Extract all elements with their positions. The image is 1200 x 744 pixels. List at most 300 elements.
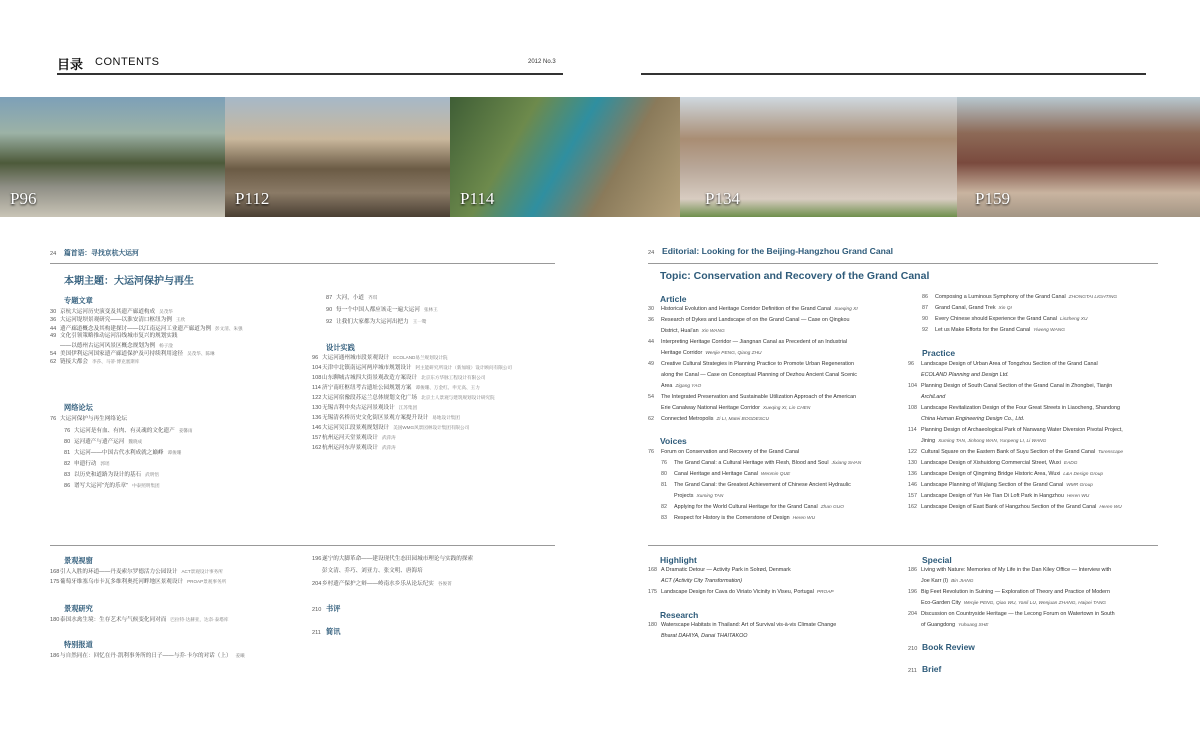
entry-title: Planning Design of Archaeological Park of Nanwang Water Diversion Pivotal Project,	[921, 427, 1123, 433]
entry-title: 杭州运河东岸景观设计	[322, 445, 378, 451]
toc-entry[interactable]	[908, 360, 1098, 369]
entry-author: Yuhuang SHE	[958, 623, 989, 628]
toc-entry[interactable]	[908, 492, 1089, 502]
section-heading-research-en: Research	[660, 610, 699, 620]
toc-entry[interactable]	[661, 514, 815, 524]
toc-entry[interactable]	[648, 415, 769, 425]
editorial-cn-text: 篇首语：寻找京杭大运河	[64, 250, 139, 257]
section-heading-practice-en: Practice	[922, 348, 956, 358]
editorial-en[interactable]	[648, 248, 893, 257]
section-heading-voices-en: Voices	[660, 436, 687, 446]
toc-entry[interactable]	[648, 566, 791, 575]
brief-cn-title: 简讯	[326, 627, 341, 636]
toc-entry[interactable]	[908, 610, 1115, 619]
toc-entry[interactable]	[312, 424, 469, 432]
entry-author: 谷俊菁	[437, 581, 452, 586]
entry-author: Jixiang SHAN	[831, 461, 862, 466]
toc-entry[interactable]	[312, 444, 396, 452]
entry-title: 大运河吴江段景观规划设计	[322, 425, 390, 431]
entry-author: 谭俊珊、万金红、申无高、王力	[415, 385, 480, 390]
entry-title: Grand Canal, Grand Trek	[935, 305, 996, 311]
page-number: 211	[908, 668, 917, 674]
entry-author: 王欣	[175, 317, 186, 323]
entry-author: L&A Design Group	[1063, 472, 1104, 477]
entry-author: 吴茂华、陈琳	[187, 351, 215, 356]
toc-entry[interactable]	[312, 580, 452, 588]
entry-title: Respect for History is the Cornerstone of Design	[674, 515, 790, 521]
page-number: 76	[648, 449, 654, 455]
toc-entry[interactable]	[64, 471, 159, 479]
photo-4[interactable]	[680, 97, 957, 217]
toc-entry[interactable]	[50, 333, 177, 340]
issue-number: 2012 No.3	[528, 59, 556, 65]
page-number: 210	[908, 646, 918, 652]
toc-entry[interactable]	[50, 308, 173, 316]
page-number: 196	[908, 589, 917, 595]
entry-author: 阿主能研究所设计（新加坡）设计顾问有限公司	[415, 365, 512, 370]
brief-en-title: Brief	[922, 664, 942, 674]
section-heading-voices-cn: 网络论坛	[64, 403, 93, 412]
page-number: 157	[908, 493, 917, 499]
toc-entry[interactable]	[922, 326, 1065, 336]
toc-entry[interactable]	[922, 293, 1117, 303]
toc-entry[interactable]	[64, 449, 181, 457]
topic-cn: 本期主题：大运河保护与再生	[64, 276, 194, 287]
entry-title: ECOLAND Planning and Design Ltd.	[921, 372, 1009, 378]
entry-title: 天津中北镇南运河两岸城市规划设计	[322, 365, 412, 371]
entry-title: 每一个中国人都应该走一遍大运河	[336, 307, 420, 313]
entry-title: 大运河堤坝景观研究——以淮安清口枢纽为例	[60, 317, 172, 324]
toc-entry[interactable]	[50, 342, 173, 350]
photo-2[interactable]	[225, 97, 450, 217]
entry-title: Cultural Square on the Eastern Bank of Suyu Section of the Grand Canal	[921, 449, 1096, 455]
entry-author: 彭文清、朱强	[215, 325, 243, 331]
entry-title: Area	[661, 383, 673, 389]
book-review-en[interactable]	[908, 644, 975, 653]
page-number: 180	[648, 622, 657, 628]
section-heading-highlight-cn: 景观视窗	[64, 556, 93, 565]
toc-entry[interactable]	[64, 460, 110, 468]
toc-entry[interactable]	[908, 621, 988, 631]
entry-title: District, Huai'an	[661, 328, 699, 334]
page-number: 87	[922, 305, 928, 311]
page-number: 80	[661, 471, 667, 477]
page-number: 54	[648, 394, 654, 400]
page-number: 136	[312, 415, 322, 421]
entry-author: Xuming TAN	[696, 494, 724, 499]
contents-title-cn: 目录	[57, 57, 84, 72]
entry-title: 京杭大运河历史演变及其遗产廊道构成	[60, 309, 156, 315]
entry-title: The Grand Canal: the Greatest Achievement of Chinese Ancient Hydraulic	[674, 482, 851, 488]
toc-entry[interactable]	[50, 652, 245, 660]
page-number: 36	[50, 317, 57, 324]
photo-label: P114	[460, 189, 495, 208]
page-number: 204	[908, 611, 917, 617]
entry-title: Let us Make Efforts for the Grand Canal	[935, 327, 1031, 333]
page-number: 76	[64, 428, 71, 434]
photo-label: P134	[705, 189, 740, 208]
entry-title: 美国伊利运河国家遗产廊道保护及可持续利用途径	[60, 351, 184, 357]
entry-author: Xueqing XI	[834, 307, 858, 312]
entry-title: 谱写大运河“光的乐章”	[74, 483, 129, 489]
toc-entry[interactable]	[648, 305, 858, 315]
entry-title: Waterscape Habitats in Thailand: Art of Survival vis-à-vis Climate Change	[661, 622, 837, 628]
toc-entry[interactable]	[50, 350, 215, 358]
page-number: 196	[312, 556, 322, 562]
entry-title: Historical Evolution and Heritage Corridor Definition of the Grand Canal	[661, 306, 832, 312]
entry-title: Creative Cultural Strategies in Planning Practice to Promote Urban Regeneration	[661, 361, 854, 367]
entry-author: Heren WU	[792, 516, 816, 521]
toc-entry[interactable]	[50, 358, 139, 366]
toc-entry[interactable]	[908, 404, 1120, 413]
toc-entry[interactable]	[648, 316, 850, 325]
page-number: 114	[908, 427, 917, 433]
toc-entry[interactable]	[661, 459, 861, 469]
toc-entry[interactable]	[50, 568, 223, 576]
entry-title: ArchiLand	[921, 394, 946, 400]
entry-author: 姜馨雨	[178, 428, 193, 433]
photo-1[interactable]	[0, 97, 225, 217]
entry-title: Every Chinese should Experience the Grand Canal	[935, 316, 1057, 322]
entry-author: Xin WANG	[701, 329, 725, 334]
book-review-cn-title: 书评	[326, 604, 341, 613]
page-number: 24	[50, 251, 57, 257]
photo-label: P96	[10, 189, 37, 208]
page-number: 114	[312, 385, 321, 391]
entry-title: Composing a Luminous Symphony of the Grand Canal	[935, 294, 1066, 300]
toc-entry[interactable]	[648, 404, 810, 414]
entry-title: Eco-Garden City	[921, 600, 961, 606]
page-number: 157	[312, 435, 322, 441]
toc-entry[interactable]	[50, 325, 243, 333]
entry-title: 大运河宿豫段苏运兰总体规划文化广场	[322, 395, 418, 401]
entry-title: Big Feet Revolution in Suining — Exploration of Theory and Practice of Modern	[921, 589, 1110, 595]
page-number: 180	[50, 617, 60, 623]
entry-title: Bharat DAHIYA, Danai THAITAKOO	[661, 633, 748, 639]
toc-entry[interactable]	[908, 503, 1122, 513]
entry-title: The Grand Canal: a Cultural Heritage with Flesh, Blood and Soul	[674, 460, 829, 466]
toc-entry[interactable]	[648, 349, 762, 359]
header-rule-left	[57, 73, 563, 75]
entry-title: China Human Engineering Design Co., Ltd.	[921, 416, 1025, 422]
brief-cn[interactable]	[312, 628, 340, 637]
book-review-en-title: Book Review	[922, 642, 975, 652]
entry-title: 无锡吉利中央古运河景观设计	[322, 405, 395, 411]
editorial-cn[interactable]	[50, 250, 139, 258]
entry-title: Forum on Conservation and Recovery of the Grand Canal	[661, 449, 800, 455]
entry-title: 济宁南旺枢纽考古遗址公园规划方案	[322, 385, 412, 391]
toc-entry[interactable]	[50, 316, 185, 324]
toc-entry[interactable]	[661, 470, 790, 480]
entry-title: Landscape Design of Urban Area of Tongzhou Section of the Grand Canal	[921, 361, 1098, 367]
toc-entry[interactable]	[908, 481, 1093, 491]
toc-entry[interactable]	[908, 371, 1009, 380]
entry-title: ACT (Activity City Transformation)	[661, 578, 743, 584]
entry-title: Canal Heritage and Heritage Canal	[674, 471, 758, 477]
page-number: 44	[648, 339, 654, 345]
entry-title: 申遗行动	[74, 461, 97, 467]
toc-entry[interactable]	[64, 427, 193, 435]
toc-entry[interactable]	[908, 382, 1112, 391]
toc-entry[interactable]	[908, 415, 1024, 424]
entry-author: 美国WMG风景园林设计集团有限公司	[393, 425, 470, 430]
section-heading-practice-cn: 设计实践	[326, 343, 355, 352]
entry-author: 易地设计集团	[432, 415, 460, 420]
toc-entry[interactable]	[648, 632, 747, 641]
entry-title: 大河，小道	[336, 295, 364, 301]
entry-title: 引人入胜的环道——丹麦索尔罗德活力公园设计	[60, 569, 178, 575]
entry-title: 遗产廊道概念及其构建探讨——以江南运河工业遗产廊道为例	[60, 325, 212, 332]
toc-entry[interactable]	[648, 448, 799, 457]
section-heading-special-cn: 特别报道	[64, 640, 93, 649]
page-number: 90	[326, 307, 333, 313]
entry-title: Interpreting Heritage Corridor — Jiangnan Canal as Precedent of an Industrial	[661, 339, 848, 345]
page-number: 49	[648, 361, 654, 367]
page-number: 86	[64, 483, 71, 489]
entry-title: ——以德州古运河风景区概念规划为例	[60, 342, 156, 349]
toc-entry[interactable]	[648, 621, 836, 630]
toc-entry[interactable]	[50, 616, 228, 624]
toc-entry[interactable]	[312, 354, 448, 362]
toc-entry[interactable]	[326, 306, 438, 314]
section-heading-special-en: Special	[922, 555, 952, 565]
toc-entry[interactable]	[908, 577, 973, 587]
toc-entry[interactable]	[908, 566, 1111, 575]
page-number: 204	[312, 581, 322, 587]
entry-author: 武萍涛	[381, 445, 396, 450]
page-number: 87	[326, 295, 333, 301]
toc-entry[interactable]	[648, 371, 857, 380]
book-review-cn[interactable]	[312, 605, 340, 614]
entry-author: EADG	[1063, 461, 1078, 466]
page-number: 136	[908, 471, 917, 477]
toc-entry[interactable]	[312, 556, 473, 563]
section-heading-article-cn: 专题文章	[64, 296, 93, 305]
toc-entry[interactable]	[908, 459, 1077, 469]
page-number: 168	[50, 569, 60, 575]
entry-title: 大运河是有血、有肉、有灵魂的文化遗产	[74, 428, 175, 434]
entry-title: 乡村遗产保护之辩——岭南水乡乐从论坛纪实	[322, 581, 434, 587]
entry-title: Landscape Design of Qingming Bridge Historic Area, Wuxi	[921, 471, 1061, 477]
divider	[50, 263, 555, 264]
toc-entry[interactable]	[312, 404, 417, 412]
entry-title: Applying for the World Cultural Heritage for the Grand Canal	[674, 504, 818, 510]
photo-5[interactable]	[957, 97, 1200, 217]
toc-entry[interactable]	[648, 393, 856, 402]
brief-en[interactable]	[908, 666, 941, 675]
toc-entry[interactable]	[64, 482, 160, 490]
entry-author: 中泰照明集团	[132, 483, 160, 488]
toc-entry[interactable]	[661, 492, 723, 502]
page-number: 90	[922, 316, 928, 322]
entry-author: Wenmin QUE	[760, 472, 791, 477]
page-number: 146	[312, 425, 322, 431]
toc-entry[interactable]	[312, 394, 495, 402]
page-number: 80	[64, 439, 71, 445]
page-number: 86	[922, 294, 928, 300]
toc-entry[interactable]	[908, 588, 1110, 597]
page-number: 122	[908, 449, 917, 455]
page-number: 36	[648, 317, 654, 323]
section-heading-research-cn: 景观研究	[64, 604, 93, 613]
entry-author: Bin JIANG	[951, 579, 974, 584]
page-number: 130	[312, 405, 322, 411]
entry-author: Xin QI	[998, 306, 1012, 311]
toc-entry[interactable]	[312, 364, 512, 372]
toc-entry[interactable]	[50, 416, 127, 423]
page-number: 92	[922, 327, 928, 333]
toc-entry[interactable]	[648, 360, 854, 369]
photo-label: P112	[235, 189, 270, 208]
toc-entry[interactable]	[648, 327, 725, 337]
entry-title: Living with Nature: Memories of My Life in the Dan Kiley Office — Interview with	[921, 567, 1112, 573]
entry-title: A Dramatic Detour — Activity Park in Solrød, Denmark	[661, 567, 791, 573]
page-number: 130	[908, 460, 917, 466]
entry-author: PROAP景观事务所	[187, 579, 227, 584]
toc-entry[interactable]	[312, 384, 480, 392]
page-number: 186	[908, 567, 917, 573]
entry-title: 文化引领策略推动运河沿线城市复兴的规划实践	[60, 333, 178, 340]
contents-title-en: CONTENTS	[95, 56, 160, 68]
entry-author: 吴茂华	[159, 309, 173, 314]
toc-entry[interactable]	[648, 588, 834, 598]
toc-entry[interactable]	[922, 304, 1012, 314]
entry-author: 张林王	[423, 307, 438, 312]
entry-title: Landscape Design of Yun He Tian Di Loft Park in Hangzhou	[921, 493, 1064, 499]
entry-title: 运河遗产与遗产运河	[74, 439, 125, 445]
entry-title: Joe Karr (Ⅰ)	[921, 578, 949, 584]
entry-title: 山东聊城古城四大街景观改造方案设计	[322, 375, 418, 381]
page-number: 162	[312, 445, 322, 451]
entry-title: 葡萄牙维塞乌市卡瓦多维利奥托河畔地区景观设计	[60, 579, 184, 585]
page-number: 62	[50, 359, 57, 366]
page-number: 24	[648, 250, 655, 256]
page-number: 96	[312, 355, 319, 361]
entry-author: Zhan GUO	[820, 505, 844, 510]
entry-author: 武萍涛	[381, 435, 396, 440]
editorial-en-text: Editorial: Looking for the Beijing-Hangzhou Grand Canal	[662, 246, 894, 256]
toc-entry[interactable]	[648, 338, 847, 347]
entry-title: 大运河保护与再生网络论坛	[60, 416, 128, 422]
entry-title: Research of Dykes and Landscape of on the Grand Canal — Case on Qingkou	[661, 317, 850, 323]
entry-title: Landscape Design for Cava do Viriato Vicinity in Viseu, Portugal	[661, 589, 814, 595]
entry-author: 王一鹭	[412, 319, 427, 324]
page-number: 44	[50, 325, 57, 332]
entry-author: Heren WU	[1099, 505, 1122, 510]
entry-title: Projects	[674, 493, 694, 499]
toc-entry[interactable]	[908, 448, 1123, 458]
toc-entry[interactable]	[326, 318, 427, 326]
divider	[50, 545, 555, 546]
page-number: 168	[648, 567, 657, 573]
entry-author: 郭瑶	[100, 461, 110, 466]
entry-title: Landscape Revitalization Design of the Four Great Streets in Liaocheng, Shandong	[921, 405, 1120, 411]
entry-author: 魏晓成	[128, 439, 143, 444]
page-number: 81	[661, 482, 667, 488]
entry-title: Planning Design of South Canal Section of the Grand Canal in Zhongbei, Tianjin	[921, 383, 1113, 389]
entry-author: Zigang YAO	[675, 384, 702, 389]
entry-author: 巴拉特·达赫亚，达奈·泰塔库	[170, 617, 229, 622]
toc-entry[interactable]	[326, 294, 377, 302]
toc-entry[interactable]	[312, 568, 423, 575]
page-number: 175	[648, 589, 657, 595]
toc-entry[interactable]	[648, 382, 701, 392]
entry-author: 北京东方华脉工程设计有限公司	[421, 375, 486, 380]
entry-title: 大运河通州城市段景观设计	[322, 355, 390, 361]
entry-author: 武明悟	[145, 472, 159, 477]
entry-author: WMR Group	[1066, 483, 1093, 488]
entry-author: 齐琪	[367, 295, 378, 300]
page-number: 96	[908, 361, 914, 367]
page-number: 104	[312, 365, 322, 371]
page-number: 76	[661, 460, 667, 466]
page-number: 62	[648, 416, 654, 422]
entry-author: Xuming TAN, Jinhong WAN, Yunpeng LI, Li WANG	[938, 439, 1047, 444]
page-number: 104	[908, 383, 917, 389]
divider	[648, 545, 1158, 546]
entry-author: ACT景观设计事务所	[181, 569, 223, 574]
page-number: 83	[64, 472, 71, 478]
entry-title: 与自然同在：回忆在丹·凯利事务所的日子——与乔·卡尔的对话（上）	[60, 653, 232, 659]
toc-entry[interactable]	[661, 503, 844, 513]
page-number: 30	[648, 306, 654, 312]
entry-title: Discussion on Countryside Heritage — the Lecong Forum on Watertown in South	[921, 611, 1115, 617]
page-number: 210	[312, 607, 322, 613]
entry-author: PROAP	[816, 590, 834, 595]
toc-entry[interactable]	[908, 426, 1123, 435]
entry-author: 李莎、马蒂·博克塞斯库	[91, 359, 140, 365]
page-number: 82	[64, 461, 71, 467]
section-heading-article-en: Article	[660, 294, 687, 304]
toc-entry[interactable]	[312, 414, 460, 422]
toc-entry[interactable]	[908, 599, 1106, 609]
photo-3[interactable]	[450, 97, 680, 217]
topic-en: Topic: Conservation and Recovery of the Grand Canal	[660, 270, 930, 282]
toc-entry[interactable]	[661, 481, 851, 490]
entry-author: ECOLAND易兰规划设计院	[393, 355, 448, 360]
page-number: 186	[50, 653, 60, 659]
toc-entry[interactable]	[648, 577, 742, 586]
page-number: 82	[661, 504, 667, 510]
toc-entry[interactable]	[908, 437, 1046, 447]
entry-title: 以历史和道路为设计的基石	[74, 472, 142, 478]
entry-title: 遂宁的大脚革命——建设现代生态田园城市理论与实践的探索	[322, 556, 474, 562]
entry-author: Linzheng XU	[1059, 317, 1088, 322]
entry-title: of Guangdong	[921, 622, 956, 628]
entry-title: Landscape Planning of Wujiang Section of the Grand Canal	[921, 482, 1064, 488]
entry-author: 姜曦	[235, 653, 245, 658]
entry-author: Zi LI, Matei BOGDESCU	[716, 417, 769, 422]
toc-entry[interactable]	[922, 315, 1087, 325]
toc-entry[interactable]	[312, 374, 485, 382]
toc-entry[interactable]	[64, 438, 142, 446]
toc-entry[interactable]	[908, 393, 945, 402]
entry-title: The Integrated Preservation and Sustainable Utilization Approach of the American	[661, 394, 857, 400]
header-rule-right	[641, 73, 1146, 75]
page-number: 146	[908, 482, 917, 488]
entry-author: 北京土人景观与建筑规划设计研究院	[421, 395, 495, 400]
entry-title: Erie Canalway National Heritage Corridor	[661, 405, 760, 411]
page-number: 83	[661, 515, 667, 521]
toc-entry[interactable]	[50, 578, 226, 586]
entry-title: Jining	[921, 438, 936, 444]
page-number: 76	[50, 416, 57, 422]
page-number: 175	[50, 579, 60, 585]
page-number: 108	[312, 375, 322, 381]
toc-entry[interactable]	[312, 434, 396, 442]
photo-label: P159	[975, 189, 1010, 208]
toc-entry[interactable]	[908, 470, 1103, 480]
